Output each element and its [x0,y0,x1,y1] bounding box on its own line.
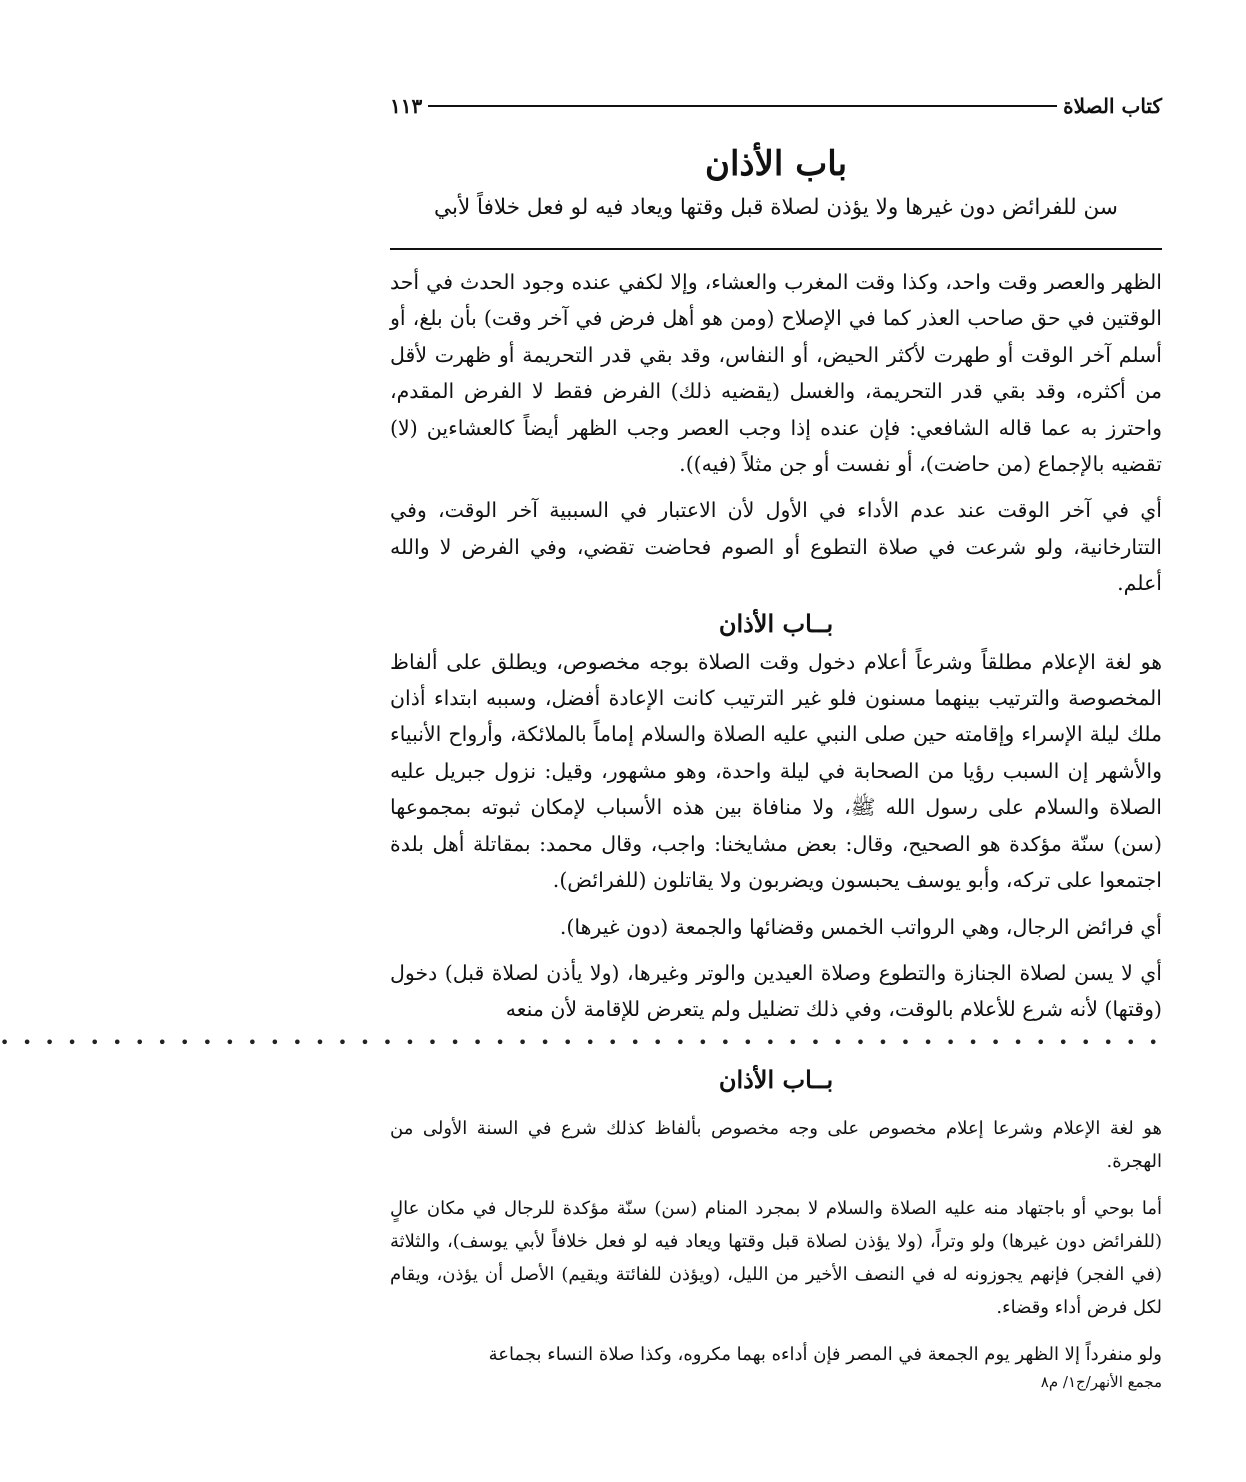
matn-line: سن للفرائض دون غيرها ولا يؤذن لصلاة قبل وقتها ويعاد فيه لو فعل خلافاً لأبي [434,195,1118,220]
footer-reference: مجمع الأنهر/ج١/ م٨ [1040,1372,1162,1391]
commentary-paragraph: هو لغة الإعلام مطلقاً وشرعاً أعلام دخول وقت الصلاة بوجه مخصوص، ويطلق على ألفاظ المخصوصة والترتيب بينهما مسنون فلو غير الترتيب كانت الإعادة أفضل، وسببه ابتداء أذان ملك ليلة الإسراء وإقامته حين صلى النبي عليه الصلاة والسلام إماماً بالملائكة، وأرواح الأنبياء والأشهر إن السبب رؤيا من الصحابة في ليلة واحدة، وهو مشهور، وقيل: نزول جبريل عليه الصلاة والسلام على رسول الله ﷺ، ولا منافاة بين هذه الأسباب لإمكان ثبوته بمجموعها (سن) سنّة مؤكدة هو الصحيح، وقال: بعض مشايخنا: واجب، وقال محمد: بمقاتلة أهل بلدة اجتمعوا على تركه، وأبو يوسف يحبسون ويضربون ولا يقاتلون (للفرائض). [390,649,1162,893]
commentary-paragraph: أي لا يسن لصلاة الجنازة والتطوع وصلاة العيدين والوتر وغيرها، (ولا يأذن لصلاة قبل) دخول (وقتها) لأنه شرع للأعلام بالوقت، وفي ذلك تضليل ولم يتعرض للإقامة لأن منعه [390,960,1162,1022]
chapter-title: باب الأذان [704,144,848,184]
secondary-commentary [390,1112,1162,1371]
commentary-paragraph: الظهر والعصر وقت واحد، وكذا وقت المغرب والعشاء، وإلا لكفي عنده وجود الحدث في أحد الوقتين في حق صاحب العذر كما في الإصلاح (ومن هو أهل فرض في آخر وقت) بأن بلغ، أو أسلم آخر الوقت أو طهرت لأكثر الحيض، أو النفاس، وقد بقي قدر التحريمة أو ظهرت لأقل من أكثره، وقد بقي قدر التحريمة، والغسل (يقضيه ذلك) الفرض فقط لا الفرض المقدم، واحترز به عما قاله الشافعي: فإن عنده إذا وجب العصر وجب الظهر أيضاً كالعشاءين (لا) تقضيه بالإجماع (من حاضت)، أو نفست أو جن مثلاً (فيه)). [390,270,1162,477]
commentary-paragraph: ولو منفرداً إلا الظهر يوم الجمعة في المصر فإن أداءه بهما مكروه، وكذا صلاة النساء بجماعة [488,1343,1162,1365]
commentary-paragraph: هو لغة الإعلام وشرعا إعلام مخصوص على وجه مخصوص بألفاظ كذلك شرع في السنة الأولى من الهجرة. [390,1117,1162,1172]
matn-divider [390,248,1162,250]
commentary-paragraph: أما بوحي أو باجتهاد منه عليه الصلاة والسلام لا بمجرد المنام (سن) سنّة مؤكدة للرجال في مكان عالٍ (للفرائض دون غيرها) ولو وتراً، (ولا يؤذن لصلاة قبل وقتها ويعاد فيه لو فعل خلافاً لأبي يوسف)، والثلاثة (في الفجر) فإنهم يجوزونه له في النصف الأخير من الليل، (ويؤذن للفائتة ويقيم) الأصل أن يؤذن، ويقام لكل فرض أداء وقضاء. [390,1197,1163,1318]
header-rule [428,105,1057,107]
dotted-separator: • • • • • • • • • • • • • • • • • • • • • • • • • • • • • • • • • • • • • • • • • • • • • • • • • • • • [0,1032,1162,1052]
commentary-paragraph: أي في آخر الوقت عند عدم الأداء في الأول لأن الاعتبار في السببية آخر الوقت، وفي التتارخانية، ولو شرعت في صلاة التطوع أو الصوم فحاضت تقضي، وفي الفرض لا والله أعلم. [390,498,1162,596]
section-heading: بــاب الأذان [718,1064,834,1094]
book-page [0,86,1163,1393]
commentary-paragraph: أي فرائض الرجال، وهي الرواتب الخمس وقضائها والجمعة (دون غيرها). [559,914,1162,939]
book-title: كتاب الصلاة [1063,94,1162,118]
page-number: ١١٣ [390,94,423,118]
section-heading: بــاب الأذان [718,608,834,638]
running-header [390,86,1162,126]
